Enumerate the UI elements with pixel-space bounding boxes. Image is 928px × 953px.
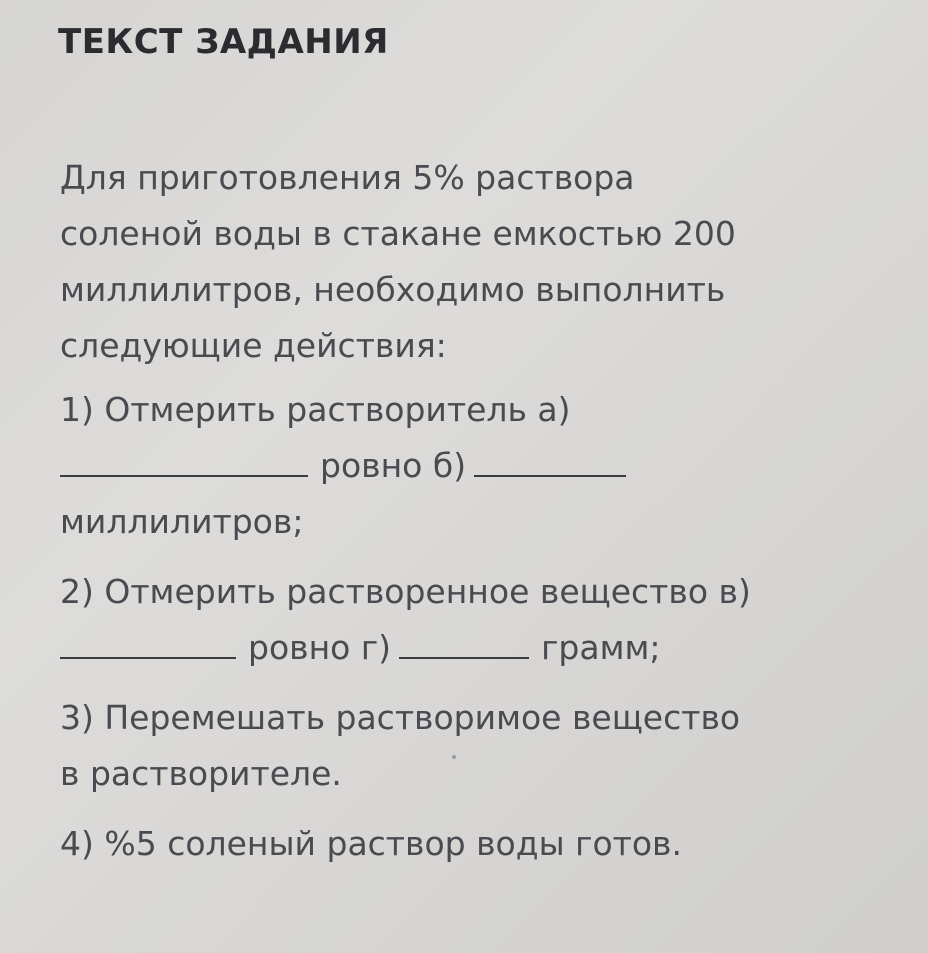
step-2 <box>60 564 880 676</box>
answer-blank-a[interactable] <box>60 475 308 477</box>
step-3-line: в растворителе. <box>60 754 342 793</box>
intro-line: соленой воды в стакане емкостью 200 <box>60 214 736 253</box>
step-2-middle-text: ровно г) <box>248 628 392 667</box>
step-3 <box>60 690 880 802</box>
task-body <box>60 150 880 872</box>
task-heading: ТЕКСТ ЗАДАНИЯ <box>58 22 389 62</box>
answer-blank-c[interactable] <box>60 657 236 659</box>
intro-line: следующие действия: <box>60 326 447 365</box>
intro-line: Для приготовления 5% раствора <box>60 158 635 197</box>
task-intro <box>60 150 880 374</box>
dust-speck <box>452 755 456 759</box>
step-1-line: 1) Отмерить растворитель а) <box>60 390 571 429</box>
step-1-middle-text: ровно б) <box>320 446 467 485</box>
step-2-blanks-line <box>60 620 880 676</box>
step-1-unit: миллилитров; <box>60 502 304 541</box>
step-2-line: 2) Отмерить растворенное вещество в) <box>60 572 751 611</box>
step-1-blanks-line <box>60 438 880 494</box>
answer-blank-b[interactable] <box>474 475 626 477</box>
answer-blank-d[interactable] <box>399 657 529 659</box>
step-4 <box>60 816 880 872</box>
step-1 <box>60 382 880 550</box>
intro-line: миллилитров, необходимо выполнить <box>60 270 726 309</box>
step-2-unit: грамм; <box>541 628 661 667</box>
step-3-line: 3) Перемешать растворимое вещество <box>60 698 741 737</box>
step-4-line: 4) %5 соленый раствор воды готов. <box>60 824 682 863</box>
